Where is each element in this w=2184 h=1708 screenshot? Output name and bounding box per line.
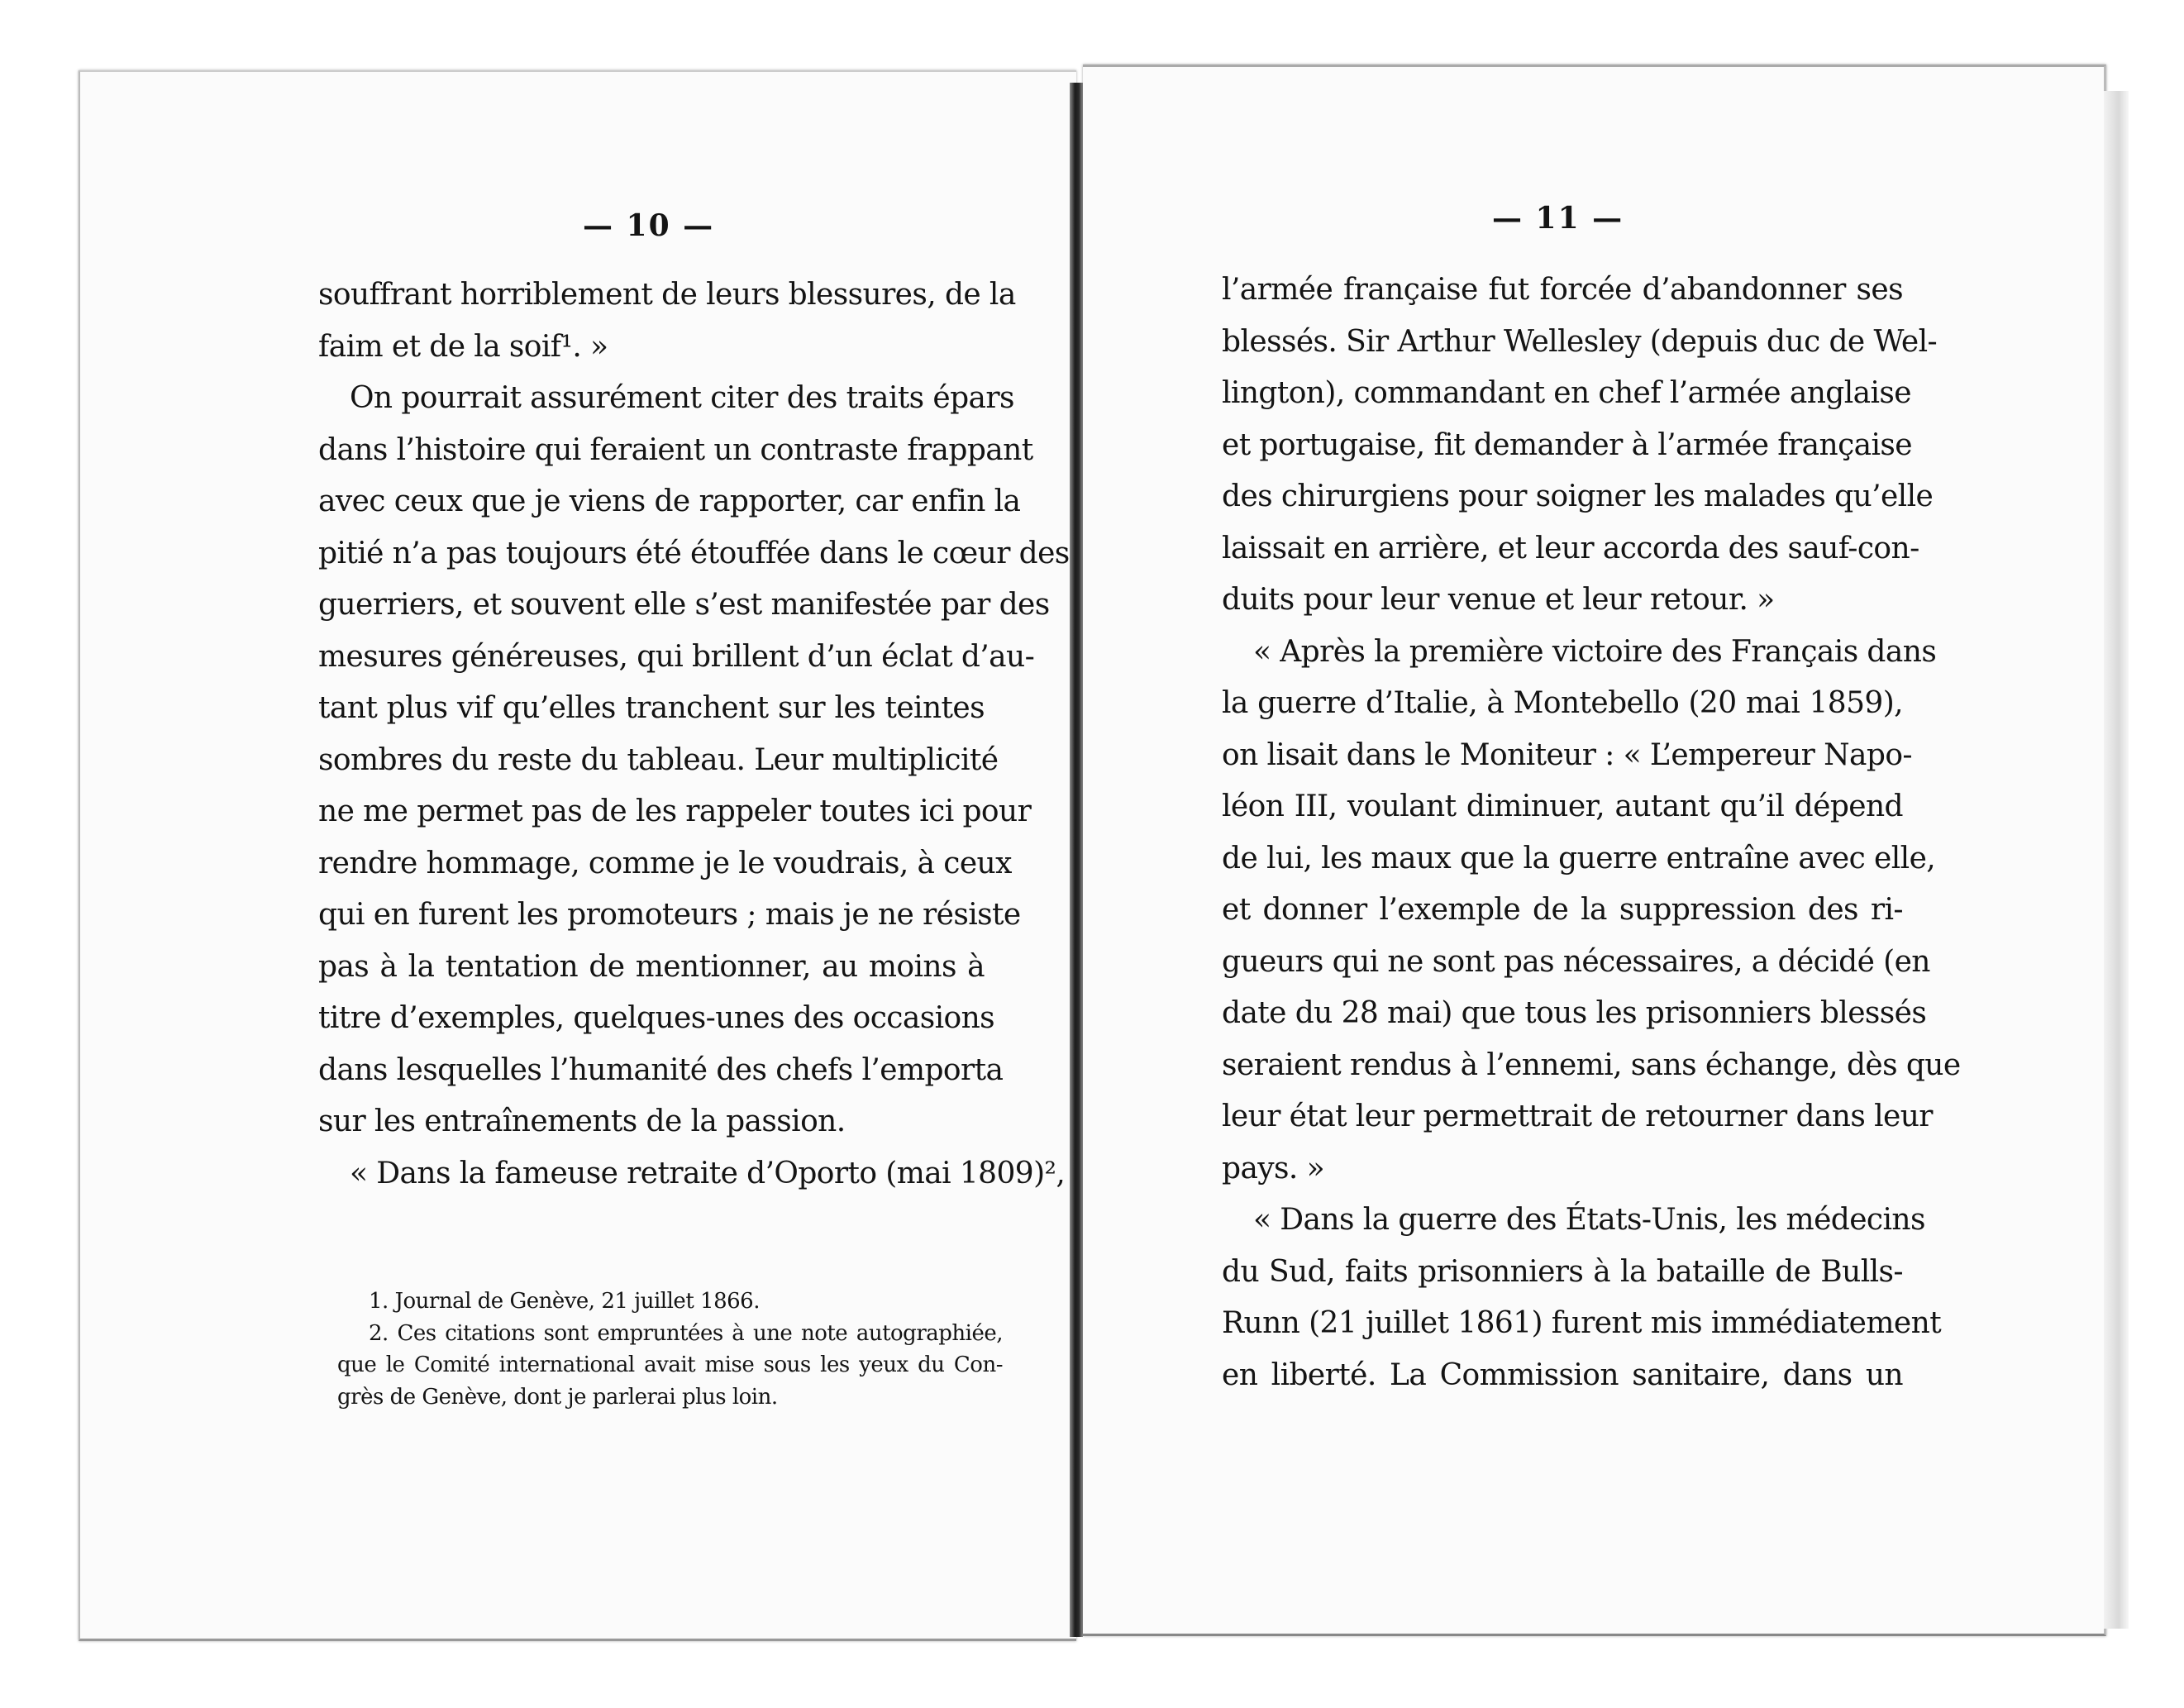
text-line: et donner l’exemple de la suppression des ri-: [1222, 893, 1903, 927]
text-line: titre d’exemples, quelques-unes des occasions: [318, 1001, 995, 1035]
right-text-column: [1222, 265, 1961, 1401]
text-line: et portugaise, fit demander à l’armée française: [1222, 427, 1912, 462]
text-line: avec ceux que je viens de rapporter, car enfin la: [318, 484, 1021, 518]
left-text-column: [318, 270, 1070, 1200]
text-line: pas à la tentation de mentionner, au moins à: [318, 949, 985, 984]
text-line: dans l’histoire qui feraient un contraste frappant: [318, 432, 1033, 467]
text-line: Runn (21 juillet 1861) furent mis immédiatement: [1222, 1306, 1942, 1340]
text-line: « Dans la fameuse retraite d’Oporto (mai 1809)²,: [350, 1156, 1066, 1190]
text-line: mesures généreuses, qui brillent d’un éclat d’au-: [318, 639, 1035, 674]
footnotes: [337, 1286, 1003, 1413]
text-line: faim et de la soif¹. »: [318, 329, 608, 364]
text-line: la guerre d’Italie, à Montebello (20 mai 1859),: [1222, 686, 1903, 720]
text-line: en liberté. La Commission sanitaire, dans un: [1222, 1357, 1903, 1392]
text-line: léon III, voulant diminuer, autant qu’il dépend: [1222, 790, 1903, 823]
text-line: des chirurgiens pour soigner les malades qu’elle: [1222, 479, 1934, 513]
text-line: sombres du reste du tableau. Leur multiplicité: [318, 742, 999, 777]
text-line: pitié n’a pas toujours été étouffée dans le cœur des: [318, 536, 1070, 570]
text-line: guerriers, et souvent elle s’est manifestée par des: [318, 588, 1050, 622]
text-line: on lisait dans le Moniteur : « L’empereur Napo-: [1222, 737, 1912, 772]
text-line: duits pour leur venue et leur retour. »: [1222, 583, 1775, 617]
text-line: On pourrait assurément citer des traits épars: [350, 381, 1014, 415]
text-line: dans lesquelles l’humanité des chefs l’emporta: [318, 1052, 1004, 1087]
text-line: ne me permet pas de les rappeler toutes ici pour: [318, 794, 1032, 828]
footnote-line: 2. Ces citations sont empruntées à une note autographiée,: [369, 1320, 1003, 1346]
text-line: sur les entraînements de la passion.: [318, 1104, 846, 1138]
text-line: seraient rendus à l’ennemi, sans échange, dès que: [1222, 1047, 1961, 1082]
text-line: « Dans la guerre des États-Unis, les médecins: [1253, 1203, 1925, 1237]
text-line: l’armée française fut forcée d’abandonner ses: [1222, 273, 1903, 307]
left-page-number: — 10 —: [583, 208, 715, 243]
text-line: lington), commandant en chef l’armée anglaise: [1222, 376, 1912, 410]
right-page-number: — 11 —: [1492, 201, 1624, 236]
text-line: laissait en arrière, et leur accorda des sauf-con-: [1222, 531, 1919, 565]
footnote-line: 1. Journal de Genève, 21 juillet 1866.: [369, 1289, 760, 1314]
text-line: rendre hommage, comme je le voudrais, à ceux: [318, 846, 1012, 880]
text-line: pays. »: [1222, 1151, 1325, 1186]
footnote-line: grès de Genève, dont je parlerai plus loin.: [337, 1384, 778, 1410]
text-line: du Sud, faits prisonniers à la bataille de Bulls-: [1222, 1254, 1903, 1289]
text-line: de lui, les maux que la guerre entraîne avec elle,: [1222, 841, 1936, 875]
text-line: qui en furent les promoteurs ; mais je ne résiste: [318, 898, 1021, 932]
page-edges: [2104, 91, 2129, 1629]
footnote-line: que le Comité international avait mise sous les yeux du Con-: [337, 1353, 1003, 1377]
text-line: souffrant horriblement de leurs blessures, de la: [318, 278, 1016, 312]
text-line: gueurs qui ne sont pas nécessaires, a décidé (en: [1222, 944, 1930, 979]
text-line: blessés. Sir Arthur Wellesley (depuis duc de Wel-: [1222, 324, 1938, 359]
book-gutter: [1070, 83, 1083, 1637]
text-line: « Après la première victoire des Français dans: [1253, 634, 1937, 669]
text-line: tant plus vif qu’elles tranchent sur les teintes: [318, 691, 985, 725]
text-line: date du 28 mai) que tous les prisonniers blessés: [1222, 996, 1927, 1030]
text-line: leur état leur permettrait de retourner dans leur: [1222, 1100, 1933, 1133]
